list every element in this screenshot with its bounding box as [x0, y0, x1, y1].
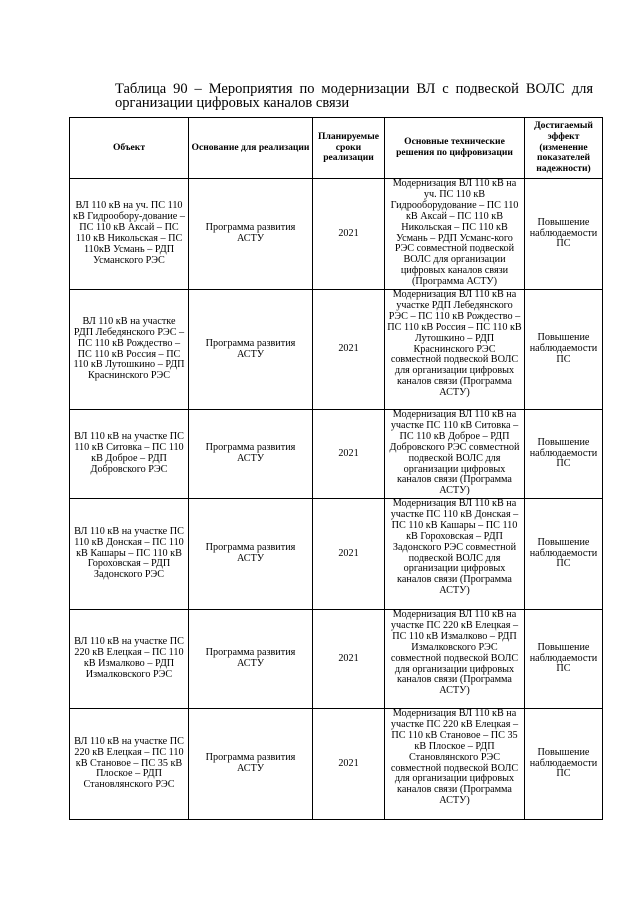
measures-table	[69, 117, 603, 820]
cell-term: 2021	[313, 709, 385, 820]
cell-effect: Повышение наблюдаемости ПС	[525, 709, 603, 820]
table-row	[70, 499, 603, 610]
cell-effect: Повышение наблюдаемости ПС	[525, 610, 603, 709]
header-term: Планируемые сроки реализации	[313, 118, 385, 179]
cell-basis: Программа развития АСТУ	[189, 290, 313, 410]
cell-basis: Программа развития АСТУ	[189, 499, 313, 610]
cell-basis: Программа развития АСТУ	[189, 709, 313, 820]
cell-basis: Программа развития АСТУ	[189, 410, 313, 499]
cell-object: ВЛ 110 кВ на участке ПС 220 кВ Елецкая – ПС 110 кВ Измалково – РДП Измалковского РЭС	[70, 610, 189, 709]
cell-object: ВЛ 110 кВ на участке ПС 110 кВ Донская – ПС 110 кВ Кашары – ПС 110 кВ Гороховская – РДП Задонского РЭС	[70, 499, 189, 610]
cell-object: ВЛ 110 кВ на участке РДП Лебедянского РЭС – ПС 110 кВ Рождество – ПС 110 кВ Россия – ПС 110 кВ Лутошкино – РДП Краснинского РЭС	[70, 290, 189, 410]
cell-tech: Модернизация ВЛ 110 кВ на участке ПС 110 кВ Ситовка – ПС 110 кВ Доброе – РДП Добровского РЭС совместной подвеской ВОЛС для организации цифровых каналов связи (Программа АСТУ)	[385, 410, 525, 499]
header-effect: Достигаемый эффект (изменение показателей надежности)	[525, 118, 603, 179]
header-basis: Основание для реализации	[189, 118, 313, 179]
cell-tech: Модернизация ВЛ 110 кВ на участке ПС 220 кВ Елецкая – ПС 110 кВ Измалково – РДП Измалковского РЭС совместной подвеской ВОЛС для организации цифровых каналов связи (Программа АСТУ)	[385, 610, 525, 709]
table-row	[70, 179, 603, 290]
header-object: Объект	[70, 118, 189, 179]
table-row	[70, 290, 603, 410]
header-row	[70, 118, 603, 179]
cell-object: ВЛ 110 кВ на участке ПС 110 кВ Ситовка – ПС 110 кВ Доброе – РДП Добровского РЭС	[70, 410, 189, 499]
cell-tech: Модернизация ВЛ 110 кВ на уч. ПС 110 кВ Гидрооборудование – ПС 110 кВ Аксай – ПС 110 кВ Никольская – ПС 110 кВ Усмань – РДП Усманс-кого РЭС совместной подвеской ВОЛС для организации цифровых каналов связи (Программа АСТУ)	[385, 179, 525, 290]
cell-term: 2021	[313, 290, 385, 410]
cell-tech: Модернизация ВЛ 110 кВ на участке ПС 220 кВ Елецкая – ПС 110 кВ Становое – ПС 35 кВ Плоское – РДП Становлянского РЭС совместной подвеской ВОЛС для организации цифровых каналов связи (Программа АСТУ)	[385, 709, 525, 820]
cell-term: 2021	[313, 610, 385, 709]
cell-tech: Модернизация ВЛ 110 кВ на участке РДП Лебедянского РЭС – ПС 110 кВ Рождество – ПС 110 кВ Россия – ПС 110 кВ Лутошкино – РДП Краснинского РЭС совместной подвеской ВОЛС для организации цифровых каналов связи (Программа АСТУ)	[385, 290, 525, 410]
cell-term: 2021	[313, 499, 385, 610]
table-row	[70, 610, 603, 709]
cell-effect: Повышение наблюдаемости ПС	[525, 410, 603, 499]
cell-basis: Программа развития АСТУ	[189, 179, 313, 290]
cell-tech: Модернизация ВЛ 110 кВ на участке ПС 110 кВ Донская – ПС 110 кВ Кашары – ПС 110 кВ Гороховская – РДП Задонского РЭС совместной подвеской ВОЛС для организации цифровых каналов связи (Программа АСТУ)	[385, 499, 525, 610]
cell-object: ВЛ 110 кВ на уч. ПС 110 кВ Гидрообору-дование – ПС 110 кВ Аксай – ПС 110 кВ Никольская – ПС 110кВ Усмань – РДП Усманского РЭС	[70, 179, 189, 290]
cell-term: 2021	[313, 179, 385, 290]
header-tech: Основные технические решения по цифровизации	[385, 118, 525, 179]
table-row	[70, 709, 603, 820]
caption-line-1: Таблица 90 – Мероприятия по модернизации ВЛ с подвеской ВОЛС для	[115, 81, 593, 97]
cell-effect: Повышение наблюдаемости ПС	[525, 499, 603, 610]
cell-basis: Программа развития АСТУ	[189, 610, 313, 709]
cell-object: ВЛ 110 кВ на участке ПС 220 кВ Елецкая – ПС 110 кВ Становое – ПС 35 кВ Плоское – РДП Становлянского РЭС	[70, 709, 189, 820]
cell-term: 2021	[313, 410, 385, 499]
cell-effect: Повышение наблюдаемости ПС	[525, 179, 603, 290]
table-row	[70, 410, 603, 499]
cell-effect: Повышение наблюдаемости ПС	[525, 290, 603, 410]
table-caption	[115, 82, 593, 110]
caption-line-2: организации цифровых каналов связи	[115, 95, 350, 111]
